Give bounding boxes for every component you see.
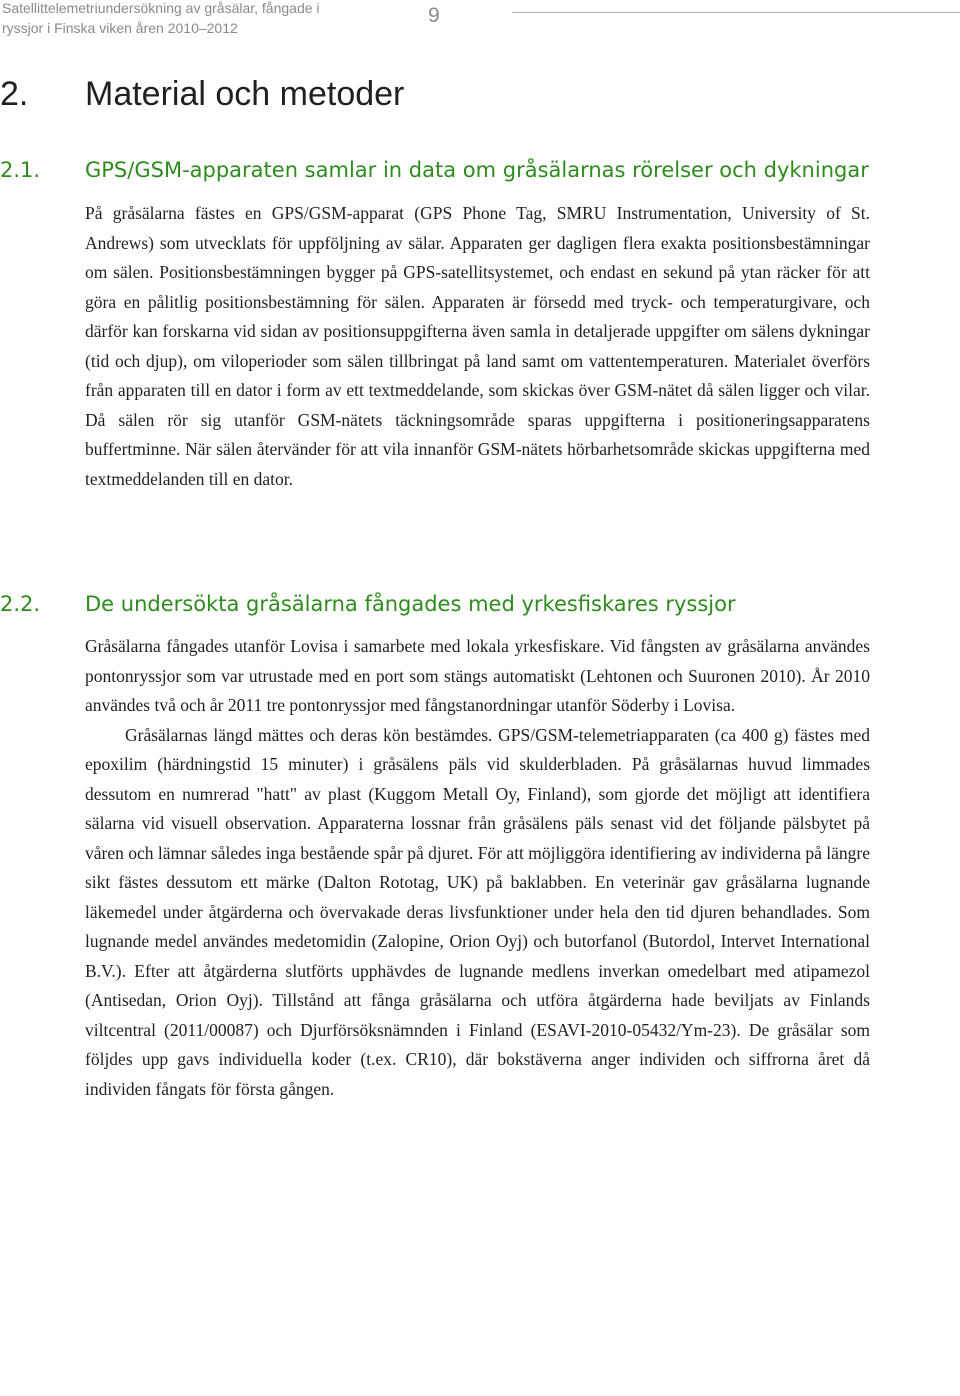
section-heading xyxy=(0,154,960,187)
header-rule xyxy=(512,12,960,13)
running-header-title: Satellittelemetriundersökning av gråsälar, fångade i ryssjor i Finska viken åren 2010–2012 xyxy=(2,0,320,36)
section-heading xyxy=(0,588,960,621)
chapter-title xyxy=(0,72,404,116)
section-body xyxy=(85,199,870,494)
section-number: 2.2. xyxy=(0,592,41,616)
paragraph: Gråsälarnas längd mättes och deras kön bestämdes. GPS/GSM-telemetriapparaten (ca 400 g) fästes med epoxilim (härdningstid 15 minuter) i gråsälens päls vid skulderbladen. På gråsälarnas huvud limmades dessutom en numrerad "hatt" av plast (Kuggom Metall Oy, Finland), som gjorde det möjligt att identifiera sälarna vid visuell observation. Apparaterna lossnar från gråsälens päls senast vid det följande pälsbytet på våren och lämnar således inga bestående spår på djuret. För att möjliggöra identifiering av individerna på längre sikt fästes dessutom ett märke (Dalton Rototag, UK) på baklabben. En veterinär gav gråsälarna lugnande läkemedel under åtgärderna och övervakade deras livsfunktioner under hela den tid djuren behandlades. Som lugnande medel användes medetomidin (Zalopine, Orion Oyj) och butorfanol (Butordol, Intervet International B.V.). Efter att åtgärderna slutförts upphävdes de lugnande medlens inverkan omedelbart med atipamezol (Antisedan, Orion Oyj). Tillstånd att fånga gråsälarna och utföra åtgärderna hade beviljats av Finlands viltcentral (2011/00087) och Djurförsöksnämnden i Finland (ESAVI-2010-05432/Ym-23). De gråsälar som följdes upp gavs individuella koder (t.ex. CR10), där bokstäverna anger individen och siffrorna året då individen fångats för första gången. xyxy=(85,724,870,1099)
section-title: GPS/GSM-apparaten samlar in data om gråsälarnas rörelser och dykningar xyxy=(85,158,869,182)
page-number: 9 xyxy=(428,4,440,27)
chapter-number: 2. xyxy=(0,75,29,113)
section-title: De undersökta gråsälarna fångades med yrkesfiskares ryssjor xyxy=(85,592,736,616)
section-body xyxy=(85,632,870,1104)
section-2-1 xyxy=(0,154,960,494)
section-2-2 xyxy=(0,588,960,1104)
section-number: 2.1. xyxy=(0,158,41,182)
paragraph: Gråsälarna fångades utanför Lovisa i samarbete med lokala yrkesfiskare. Vid fångsten av gråsälarna användes pontonryssjor som var utrustade med en port som stängs automatiskt (Lehtonen och Suuronen 2010). År 2010 användes två och år 2011 tre pontonryssjor med fångstanordningar utanför Söderby i Lovisa. xyxy=(85,636,870,715)
paragraph: På gråsälarna fästes en GPS/GSM-apparat (GPS Phone Tag, SMRU Instrumentation, University of St. Andrews) som utvecklats för uppföljning av sälar. Apparaten ger dagligen flera exakta positionsbestämningar om sälen. Positionsbestämningen bygger på GPS-satellitsystemet, och endast en sekund på ytan räcker för att göra en pålitlig positionsbestämning för sälen. Apparaten är försedd med tryck- och temperaturgivare, och därför kan forskarna vid sidan av positionsuppgifterna även samla in detaljerade uppgifter om sälens dykningar (tid och djup), om viloperioder som sälen tillbringat på land samt om vattentemperaturen. Materialet överförs från apparaten till en dator i form av ett textmeddelande, som skickas över GSM-nätet då sälen ligger och vilar. Då sälen rör sig utanför GSM-nätets täckningsområde sparas uppgifterna i positioneringsapparatens buffertminne. När sälen återvänder för att vila innanför GSM-nätets hörbarhetsområde skickas uppgifterna med textmeddelanden till en dator. xyxy=(85,203,870,489)
chapter-title-text: Material och metoder xyxy=(85,75,405,113)
